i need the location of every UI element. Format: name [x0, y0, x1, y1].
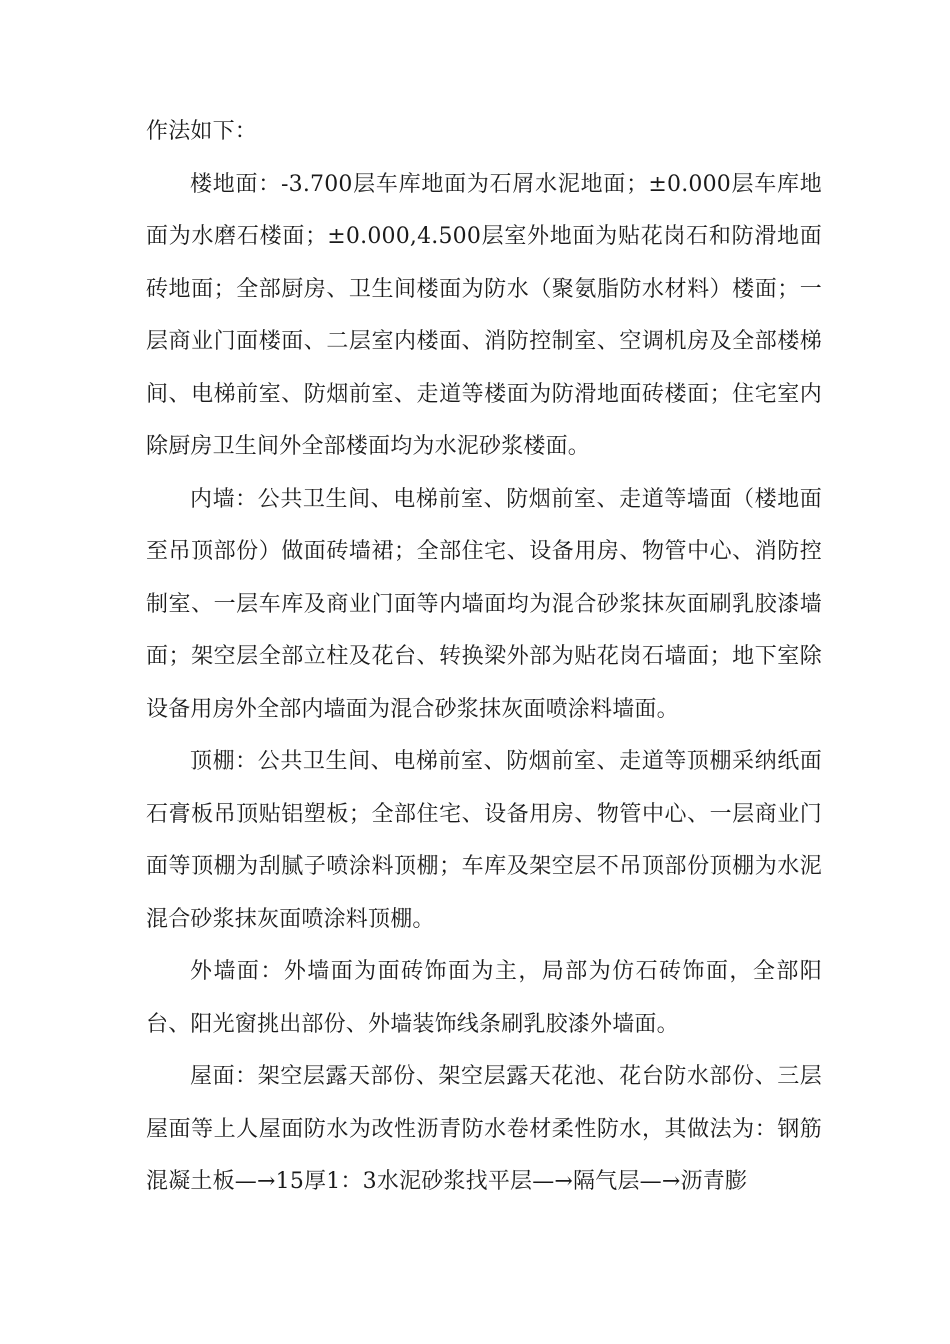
paragraph-interior-wall: 内墙：公共卫生间、电梯前室、防烟前室、走道等墙面（楼地面至吊顶部份）做面砖墙裙；全部住宅、设备用房、物管中心、消防控制室、一层车库及商业门面等内墙面均为混合砂浆抹灰面刷乳胶漆墙面；架空层全部立柱及花台、转换梁外部为贴花岗石墙面；地下室除设备用房外全部内墙面为混合砂浆抹灰面喷涂料墙面。 — [146, 486, 822, 722]
paragraph-roof: 屋面：架空层露天部份、架空层露天花池、花台防水部份、三层屋面等上人屋面防水为改性沥青防水卷材柔性防水，其做法为：钢筋混凝土板—→15厚1：3水泥砂浆找平层—→隔气层—→沥青膨 — [146, 1064, 822, 1194]
paragraph-ceiling: 顶棚：公共卫生间、电梯前室、防烟前室、走道等顶棚采纳纸面石膏板吊顶贴铝塑板；全部住宅、设备用房、物管中心、一层商业门面等顶棚为刮腻子喷涂料顶棚；车库及架空层不吊顶部份顶棚为水泥混合砂浆抹灰面喷涂料顶棚。 — [146, 749, 822, 932]
paragraph-exterior-wall: 外墙面：外墙面为面砖饰面为主，局部为仿石砖饰面，全部阳台、阳光窗挑出部份、外墙装饰线条刷乳胶漆外墙面。 — [146, 959, 822, 1037]
paragraph-method-intro: 作法如下： — [146, 119, 258, 144]
paragraph-floor: 楼地面：-3.700层车库地面为石屑水泥地面；±0.000层车库地面为水磨石楼面；±0.000,4.500层室外地面为贴花岗石和防滑地面砖地面；全部厨房、卫生间楼面为防水（聚氨脂防水材料）楼面；一层商业门面楼面、二层室内楼面、消防控制室、空调机房及全部楼梯间、电梯前室、防烟前室、走道等楼面为防滑地面砖楼面；住宅室内除厨房卫生间外全部楼面均为水泥砂浆楼面。 — [146, 171, 822, 459]
document-body — [146, 106, 822, 1209]
